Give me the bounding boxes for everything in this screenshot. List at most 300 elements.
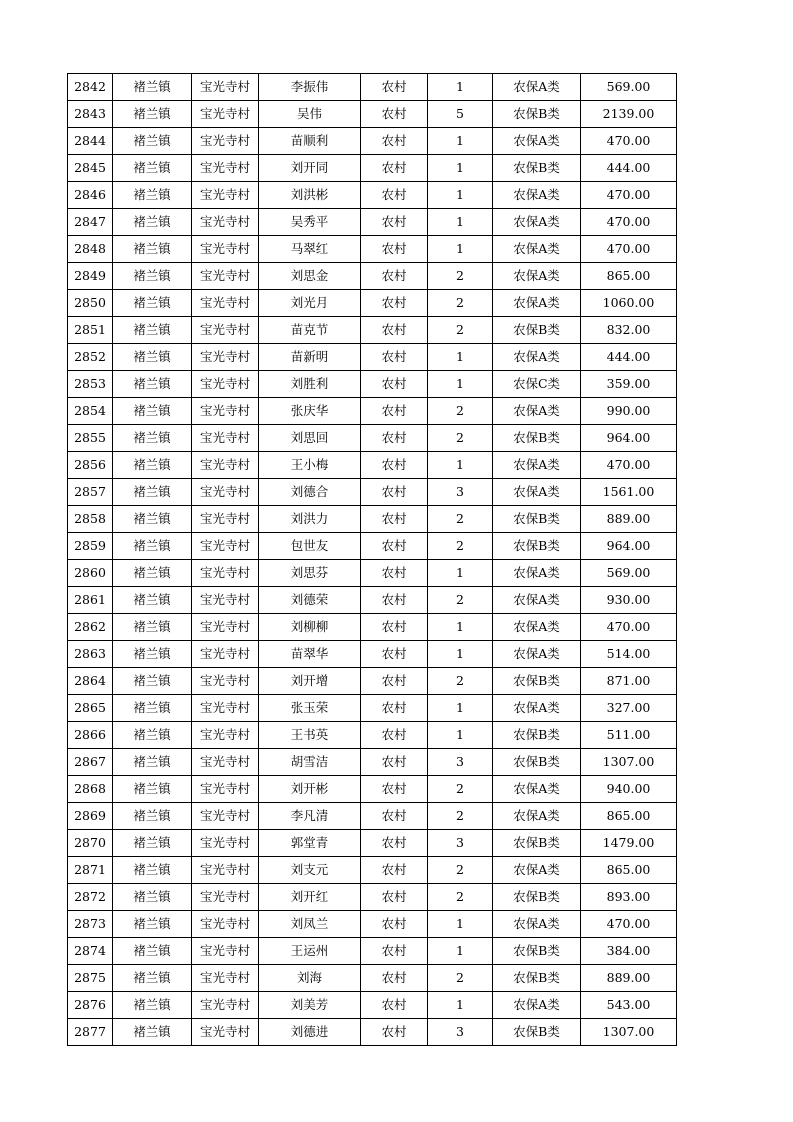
amount-cell: 444.00 — [581, 344, 677, 371]
category-cell: 农保B类 — [493, 155, 581, 182]
household-type-cell: 农村 — [361, 749, 428, 776]
category-cell: 农保A类 — [493, 560, 581, 587]
household-type-cell: 农村 — [361, 722, 428, 749]
category-cell: 农保A类 — [493, 74, 581, 101]
household-type-cell: 农村 — [361, 344, 428, 371]
persons-cell: 1 — [428, 938, 493, 965]
amount-cell: 940.00 — [581, 776, 677, 803]
persons-cell: 2 — [428, 587, 493, 614]
table-row — [68, 209, 677, 236]
household-type-cell: 农村 — [361, 263, 428, 290]
roster-body — [68, 74, 677, 1046]
name-cell: 王小梅 — [259, 452, 361, 479]
serial-number-cell: 2857 — [68, 479, 113, 506]
persons-cell: 2 — [428, 668, 493, 695]
village-cell: 宝光寺村 — [192, 425, 259, 452]
table-row — [68, 263, 677, 290]
persons-cell: 1 — [428, 722, 493, 749]
village-cell: 宝光寺村 — [192, 101, 259, 128]
amount-cell: 327.00 — [581, 695, 677, 722]
name-cell: 刘胜利 — [259, 371, 361, 398]
table-row — [68, 695, 677, 722]
table-row — [68, 641, 677, 668]
name-cell: 刘开红 — [259, 884, 361, 911]
category-cell: 农保B类 — [493, 506, 581, 533]
town-cell: 褚兰镇 — [113, 263, 192, 290]
table-row — [68, 911, 677, 938]
persons-cell: 1 — [428, 992, 493, 1019]
table-row — [68, 128, 677, 155]
serial-number-cell: 2863 — [68, 641, 113, 668]
table-row — [68, 830, 677, 857]
serial-number-cell: 2843 — [68, 101, 113, 128]
table-row — [68, 965, 677, 992]
serial-number-cell: 2855 — [68, 425, 113, 452]
town-cell: 褚兰镇 — [113, 830, 192, 857]
household-type-cell: 农村 — [361, 587, 428, 614]
town-cell: 褚兰镇 — [113, 371, 192, 398]
town-cell: 褚兰镇 — [113, 506, 192, 533]
amount-cell: 1561.00 — [581, 479, 677, 506]
amount-cell: 893.00 — [581, 884, 677, 911]
household-type-cell: 农村 — [361, 506, 428, 533]
serial-number-cell: 2867 — [68, 749, 113, 776]
village-cell: 宝光寺村 — [192, 128, 259, 155]
table-row — [68, 533, 677, 560]
amount-cell: 514.00 — [581, 641, 677, 668]
serial-number-cell: 2876 — [68, 992, 113, 1019]
town-cell: 褚兰镇 — [113, 479, 192, 506]
village-cell: 宝光寺村 — [192, 371, 259, 398]
town-cell: 褚兰镇 — [113, 749, 192, 776]
household-type-cell: 农村 — [361, 533, 428, 560]
village-cell: 宝光寺村 — [192, 317, 259, 344]
town-cell: 褚兰镇 — [113, 290, 192, 317]
name-cell: 苗顺利 — [259, 128, 361, 155]
town-cell: 褚兰镇 — [113, 533, 192, 560]
persons-cell: 3 — [428, 749, 493, 776]
serial-number-cell: 2865 — [68, 695, 113, 722]
village-cell: 宝光寺村 — [192, 884, 259, 911]
household-type-cell: 农村 — [361, 290, 428, 317]
table-row — [68, 857, 677, 884]
amount-cell: 964.00 — [581, 425, 677, 452]
category-cell: 农保A类 — [493, 803, 581, 830]
persons-cell: 3 — [428, 830, 493, 857]
persons-cell: 2 — [428, 317, 493, 344]
name-cell: 李振伟 — [259, 74, 361, 101]
category-cell: 农保A类 — [493, 236, 581, 263]
table-row — [68, 74, 677, 101]
amount-cell: 1479.00 — [581, 830, 677, 857]
name-cell: 刘开同 — [259, 155, 361, 182]
category-cell: 农保A类 — [493, 344, 581, 371]
category-cell: 农保A类 — [493, 587, 581, 614]
town-cell: 褚兰镇 — [113, 614, 192, 641]
table-row — [68, 344, 677, 371]
name-cell: 刘德合 — [259, 479, 361, 506]
household-type-cell: 农村 — [361, 155, 428, 182]
household-type-cell: 农村 — [361, 1019, 428, 1046]
table-row — [68, 290, 677, 317]
amount-cell: 964.00 — [581, 533, 677, 560]
town-cell: 褚兰镇 — [113, 641, 192, 668]
table-row — [68, 425, 677, 452]
name-cell: 刘思芬 — [259, 560, 361, 587]
category-cell: 农保A类 — [493, 263, 581, 290]
category-cell: 农保A类 — [493, 776, 581, 803]
serial-number-cell: 2853 — [68, 371, 113, 398]
town-cell: 褚兰镇 — [113, 911, 192, 938]
name-cell: 苗翠华 — [259, 641, 361, 668]
village-cell: 宝光寺村 — [192, 452, 259, 479]
table-row — [68, 101, 677, 128]
table-row — [68, 371, 677, 398]
name-cell: 张庆华 — [259, 398, 361, 425]
household-type-cell: 农村 — [361, 830, 428, 857]
household-type-cell: 农村 — [361, 479, 428, 506]
category-cell: 农保A类 — [493, 614, 581, 641]
amount-cell: 543.00 — [581, 992, 677, 1019]
persons-cell: 1 — [428, 614, 493, 641]
persons-cell: 1 — [428, 371, 493, 398]
household-type-cell: 农村 — [361, 884, 428, 911]
town-cell: 褚兰镇 — [113, 344, 192, 371]
table-row — [68, 236, 677, 263]
serial-number-cell: 2862 — [68, 614, 113, 641]
category-cell: 农保A类 — [493, 479, 581, 506]
table-row — [68, 614, 677, 641]
category-cell: 农保A类 — [493, 857, 581, 884]
serial-number-cell: 2842 — [68, 74, 113, 101]
category-cell: 农保B类 — [493, 533, 581, 560]
persons-cell: 3 — [428, 479, 493, 506]
serial-number-cell: 2875 — [68, 965, 113, 992]
village-cell: 宝光寺村 — [192, 803, 259, 830]
town-cell: 褚兰镇 — [113, 965, 192, 992]
town-cell: 褚兰镇 — [113, 776, 192, 803]
household-type-cell: 农村 — [361, 371, 428, 398]
table-row — [68, 884, 677, 911]
table-row — [68, 479, 677, 506]
table-row — [68, 668, 677, 695]
town-cell: 褚兰镇 — [113, 425, 192, 452]
serial-number-cell: 2871 — [68, 857, 113, 884]
village-cell: 宝光寺村 — [192, 857, 259, 884]
category-cell: 农保B类 — [493, 668, 581, 695]
serial-number-cell: 2860 — [68, 560, 113, 587]
name-cell: 刘思回 — [259, 425, 361, 452]
name-cell: 刘开增 — [259, 668, 361, 695]
category-cell: 农保B类 — [493, 317, 581, 344]
household-type-cell: 农村 — [361, 965, 428, 992]
village-cell: 宝光寺村 — [192, 344, 259, 371]
serial-number-cell: 2849 — [68, 263, 113, 290]
name-cell: 刘洪彬 — [259, 182, 361, 209]
amount-cell: 470.00 — [581, 236, 677, 263]
persons-cell: 1 — [428, 209, 493, 236]
village-cell: 宝光寺村 — [192, 506, 259, 533]
persons-cell: 2 — [428, 425, 493, 452]
village-cell: 宝光寺村 — [192, 1019, 259, 1046]
name-cell: 刘美芳 — [259, 992, 361, 1019]
amount-cell: 889.00 — [581, 965, 677, 992]
name-cell: 张玉荣 — [259, 695, 361, 722]
roster-table — [67, 73, 677, 1046]
town-cell: 褚兰镇 — [113, 182, 192, 209]
name-cell: 苗克节 — [259, 317, 361, 344]
name-cell: 胡雪洁 — [259, 749, 361, 776]
category-cell: 农保A类 — [493, 128, 581, 155]
village-cell: 宝光寺村 — [192, 560, 259, 587]
table-row — [68, 560, 677, 587]
household-type-cell: 农村 — [361, 911, 428, 938]
town-cell: 褚兰镇 — [113, 101, 192, 128]
amount-cell: 865.00 — [581, 857, 677, 884]
household-type-cell: 农村 — [361, 641, 428, 668]
amount-cell: 889.00 — [581, 506, 677, 533]
village-cell: 宝光寺村 — [192, 479, 259, 506]
village-cell: 宝光寺村 — [192, 668, 259, 695]
table-row — [68, 506, 677, 533]
serial-number-cell: 2856 — [68, 452, 113, 479]
amount-cell: 2139.00 — [581, 101, 677, 128]
serial-number-cell: 2859 — [68, 533, 113, 560]
town-cell: 褚兰镇 — [113, 695, 192, 722]
persons-cell: 1 — [428, 155, 493, 182]
category-cell: 农保B类 — [493, 101, 581, 128]
category-cell: 农保B类 — [493, 965, 581, 992]
amount-cell: 444.00 — [581, 155, 677, 182]
table-row — [68, 398, 677, 425]
village-cell: 宝光寺村 — [192, 614, 259, 641]
category-cell: 农保A类 — [493, 695, 581, 722]
town-cell: 褚兰镇 — [113, 209, 192, 236]
serial-number-cell: 2868 — [68, 776, 113, 803]
serial-number-cell: 2850 — [68, 290, 113, 317]
serial-number-cell: 2854 — [68, 398, 113, 425]
serial-number-cell: 2844 — [68, 128, 113, 155]
table-row — [68, 452, 677, 479]
amount-cell: 470.00 — [581, 452, 677, 479]
town-cell: 褚兰镇 — [113, 857, 192, 884]
village-cell: 宝光寺村 — [192, 155, 259, 182]
household-type-cell: 农村 — [361, 668, 428, 695]
town-cell: 褚兰镇 — [113, 992, 192, 1019]
village-cell: 宝光寺村 — [192, 722, 259, 749]
category-cell: 农保A类 — [493, 209, 581, 236]
table-row — [68, 803, 677, 830]
category-cell: 农保A类 — [493, 911, 581, 938]
household-type-cell: 农村 — [361, 992, 428, 1019]
amount-cell: 470.00 — [581, 911, 677, 938]
name-cell: 郭堂青 — [259, 830, 361, 857]
table-row — [68, 155, 677, 182]
household-type-cell: 农村 — [361, 695, 428, 722]
category-cell: 农保B类 — [493, 830, 581, 857]
table-row — [68, 182, 677, 209]
household-type-cell: 农村 — [361, 128, 428, 155]
serial-number-cell: 2848 — [68, 236, 113, 263]
serial-number-cell: 2869 — [68, 803, 113, 830]
table-row — [68, 938, 677, 965]
household-type-cell: 农村 — [361, 560, 428, 587]
name-cell: 包世友 — [259, 533, 361, 560]
household-type-cell: 农村 — [361, 857, 428, 884]
amount-cell: 470.00 — [581, 209, 677, 236]
household-type-cell: 农村 — [361, 425, 428, 452]
name-cell: 刘洪力 — [259, 506, 361, 533]
amount-cell: 511.00 — [581, 722, 677, 749]
amount-cell: 865.00 — [581, 803, 677, 830]
amount-cell: 1307.00 — [581, 749, 677, 776]
serial-number-cell: 2872 — [68, 884, 113, 911]
village-cell: 宝光寺村 — [192, 965, 259, 992]
household-type-cell: 农村 — [361, 614, 428, 641]
name-cell: 王运州 — [259, 938, 361, 965]
village-cell: 宝光寺村 — [192, 776, 259, 803]
category-cell: 农保B类 — [493, 1019, 581, 1046]
amount-cell: 990.00 — [581, 398, 677, 425]
table-row — [68, 587, 677, 614]
serial-number-cell: 2877 — [68, 1019, 113, 1046]
town-cell: 褚兰镇 — [113, 128, 192, 155]
amount-cell: 470.00 — [581, 128, 677, 155]
town-cell: 褚兰镇 — [113, 587, 192, 614]
amount-cell: 1307.00 — [581, 1019, 677, 1046]
town-cell: 褚兰镇 — [113, 938, 192, 965]
town-cell: 褚兰镇 — [113, 560, 192, 587]
persons-cell: 2 — [428, 965, 493, 992]
persons-cell: 2 — [428, 884, 493, 911]
serial-number-cell: 2870 — [68, 830, 113, 857]
serial-number-cell: 2852 — [68, 344, 113, 371]
village-cell: 宝光寺村 — [192, 209, 259, 236]
household-type-cell: 农村 — [361, 74, 428, 101]
town-cell: 褚兰镇 — [113, 74, 192, 101]
category-cell: 农保B类 — [493, 722, 581, 749]
amount-cell: 930.00 — [581, 587, 677, 614]
village-cell: 宝光寺村 — [192, 587, 259, 614]
household-type-cell: 农村 — [361, 938, 428, 965]
village-cell: 宝光寺村 — [192, 236, 259, 263]
category-cell: 农保B类 — [493, 938, 581, 965]
village-cell: 宝光寺村 — [192, 398, 259, 425]
serial-number-cell: 2846 — [68, 182, 113, 209]
table-row — [68, 1019, 677, 1046]
amount-cell: 832.00 — [581, 317, 677, 344]
persons-cell: 1 — [428, 74, 493, 101]
persons-cell: 2 — [428, 803, 493, 830]
category-cell: 农保A类 — [493, 452, 581, 479]
name-cell: 马翠红 — [259, 236, 361, 263]
village-cell: 宝光寺村 — [192, 290, 259, 317]
name-cell: 刘柳柳 — [259, 614, 361, 641]
category-cell: 农保B类 — [493, 884, 581, 911]
persons-cell: 1 — [428, 695, 493, 722]
persons-cell: 2 — [428, 533, 493, 560]
household-type-cell: 农村 — [361, 398, 428, 425]
household-type-cell: 农村 — [361, 452, 428, 479]
category-cell: 农保B类 — [493, 425, 581, 452]
name-cell: 苗新明 — [259, 344, 361, 371]
serial-number-cell: 2861 — [68, 587, 113, 614]
serial-number-cell: 2864 — [68, 668, 113, 695]
category-cell: 农保B类 — [493, 749, 581, 776]
town-cell: 褚兰镇 — [113, 1019, 192, 1046]
town-cell: 褚兰镇 — [113, 668, 192, 695]
persons-cell: 2 — [428, 857, 493, 884]
serial-number-cell: 2851 — [68, 317, 113, 344]
table-row — [68, 722, 677, 749]
serial-number-cell: 2874 — [68, 938, 113, 965]
persons-cell: 1 — [428, 911, 493, 938]
persons-cell: 1 — [428, 452, 493, 479]
category-cell: 农保A类 — [493, 182, 581, 209]
town-cell: 褚兰镇 — [113, 155, 192, 182]
amount-cell: 569.00 — [581, 74, 677, 101]
category-cell: 农保A类 — [493, 398, 581, 425]
household-type-cell: 农村 — [361, 101, 428, 128]
persons-cell: 1 — [428, 128, 493, 155]
name-cell: 李凡清 — [259, 803, 361, 830]
town-cell: 褚兰镇 — [113, 317, 192, 344]
village-cell: 宝光寺村 — [192, 938, 259, 965]
household-type-cell: 农村 — [361, 209, 428, 236]
village-cell: 宝光寺村 — [192, 749, 259, 776]
name-cell: 王书英 — [259, 722, 361, 749]
table-row — [68, 749, 677, 776]
persons-cell: 2 — [428, 398, 493, 425]
name-cell: 刘思金 — [259, 263, 361, 290]
persons-cell: 2 — [428, 263, 493, 290]
persons-cell: 1 — [428, 641, 493, 668]
persons-cell: 3 — [428, 1019, 493, 1046]
amount-cell: 384.00 — [581, 938, 677, 965]
town-cell: 褚兰镇 — [113, 803, 192, 830]
persons-cell: 1 — [428, 182, 493, 209]
amount-cell: 871.00 — [581, 668, 677, 695]
category-cell: 农保A类 — [493, 290, 581, 317]
table-row — [68, 317, 677, 344]
persons-cell: 1 — [428, 560, 493, 587]
serial-number-cell: 2858 — [68, 506, 113, 533]
name-cell: 刘开彬 — [259, 776, 361, 803]
name-cell: 刘光月 — [259, 290, 361, 317]
persons-cell: 2 — [428, 776, 493, 803]
household-type-cell: 农村 — [361, 803, 428, 830]
persons-cell: 1 — [428, 236, 493, 263]
persons-cell: 2 — [428, 506, 493, 533]
category-cell: 农保A类 — [493, 992, 581, 1019]
town-cell: 褚兰镇 — [113, 452, 192, 479]
household-type-cell: 农村 — [361, 776, 428, 803]
name-cell: 刘支元 — [259, 857, 361, 884]
village-cell: 宝光寺村 — [192, 911, 259, 938]
name-cell: 刘德进 — [259, 1019, 361, 1046]
name-cell: 吴秀平 — [259, 209, 361, 236]
village-cell: 宝光寺村 — [192, 533, 259, 560]
category-cell: 农保A类 — [493, 641, 581, 668]
category-cell: 农保C类 — [493, 371, 581, 398]
amount-cell: 470.00 — [581, 182, 677, 209]
amount-cell: 470.00 — [581, 614, 677, 641]
household-type-cell: 农村 — [361, 317, 428, 344]
name-cell: 刘德荣 — [259, 587, 361, 614]
village-cell: 宝光寺村 — [192, 641, 259, 668]
amount-cell: 1060.00 — [581, 290, 677, 317]
town-cell: 褚兰镇 — [113, 722, 192, 749]
